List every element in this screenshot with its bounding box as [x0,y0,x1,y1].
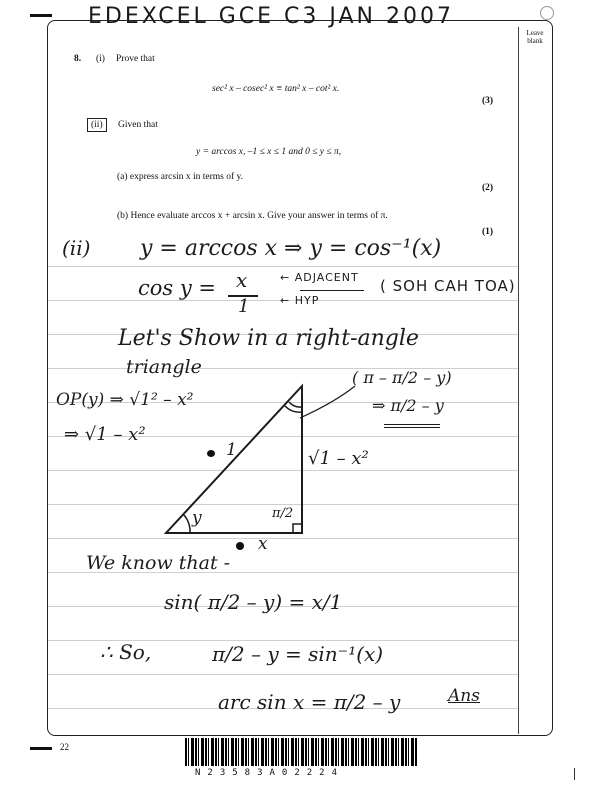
answer-final-label: Ans [448,686,480,706]
answer-line-1: y = arccos x ⇒ y = cos⁻¹(x) [140,236,442,261]
adjacent-note: ← ADJACENT [280,271,359,284]
triangle-right-angle-label: π/2 [272,506,294,521]
answer-line-5: We know that - [86,552,231,574]
fraction-numerator: x [236,268,248,292]
question-number: 8. [74,54,82,64]
part-i-text: Prove that [116,54,155,64]
part-b-marks: (1) [482,227,494,237]
answer-part-label: (ii) [62,236,91,260]
answer-line-8: arc sin x = π/2 – y [218,690,401,714]
answer-line-6: sin( π/2 – y) = x/1 [164,590,343,614]
triangle-hypotenuse-label: 1 [226,440,237,460]
barcode-text: N23583A02224 [195,768,345,778]
triangle-base-label: x [258,534,268,554]
part-ii-text: Given that [118,120,158,130]
hyp-note: ← HYP [280,294,320,307]
answer-line-7: π/2 – y = sin⁻¹(x) [212,642,384,666]
angle-note-2: ⇒ π/2 – y [372,396,444,415]
part-a-marks: (2) [482,183,494,193]
part-ii-equation: y = arccos x, –1 ≤ x ≤ 1 and 0 ≤ y ≤ π, [196,147,342,157]
page-header: EDEXCEL GCE C3 JAN 2007 [88,4,454,29]
answer-line-2: cos y = [138,276,216,300]
opposite-side-working: OP(y) ⇒ √1² – x² [56,390,194,410]
page-number: 22 [60,742,69,752]
part-b-text: (b) Hence evaluate arccos x + arcsin x. Give your answer in terms of π. [117,211,388,221]
leave-blank-label: Leave blank [526,29,544,45]
answer-line-4: triangle [126,356,202,378]
right-margin-tick [574,768,575,780]
left-margin-dash [30,14,52,17]
corner-mark [540,6,554,20]
adjacent-underline [300,290,364,291]
triangle-side-label: √1 – x² [308,448,369,469]
fraction-denominator: 1 [238,296,250,317]
opposite-side-result: ⇒ √1 – x² [64,424,146,445]
part-i-marks: (3) [482,96,494,106]
left-margin-dash [30,747,52,750]
part-i-equation: sec² x – cosec² x ≡ tan² x – cot² x. [212,84,340,94]
answer-line-3: Let's Show in a right-angle [118,326,419,351]
triangle-angle-y: y [192,508,202,528]
soh-cah-toa: ( SOH CAH TOA) [380,277,516,295]
answer-line-7-prefix: ∴ So, [100,640,152,664]
part-a-text: (a) express arcsin x in terms of y. [117,172,244,182]
leave-blank-column [518,27,552,734]
barcode [185,738,417,766]
part-ii-label: (ii) [87,118,107,132]
angle-note-1: ( π – π/2 – y) [352,368,452,387]
part-i-label: (i) [96,54,105,64]
base-dot [236,542,244,550]
angle-note-underline [384,424,440,428]
hypotenuse-dot [207,450,215,457]
